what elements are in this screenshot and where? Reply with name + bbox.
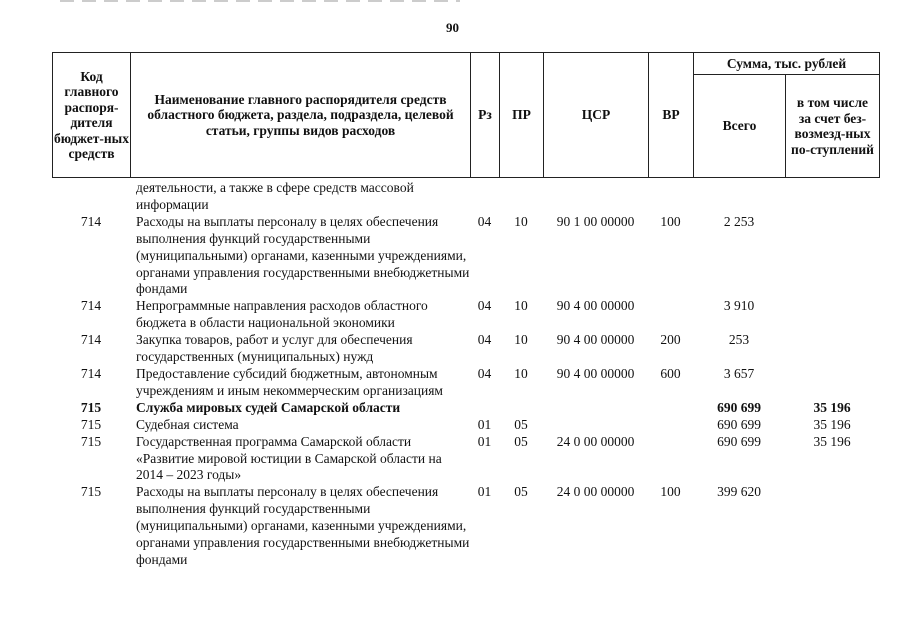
row-code: 714 xyxy=(80,298,102,314)
row-csr: 24 0 00 00000 xyxy=(556,484,635,500)
row-code: 714 xyxy=(80,213,102,229)
row-code: 715 xyxy=(80,484,102,500)
row-total: 3 910 xyxy=(723,298,755,314)
row-vr: 600 xyxy=(660,365,681,381)
row-total: 690 699 xyxy=(717,433,761,449)
row-rz: 01 xyxy=(477,484,492,500)
row-csr: 90 1 00 00000 xyxy=(556,213,635,229)
header-rz: Рз xyxy=(471,53,500,178)
row-rz: 01 xyxy=(477,416,492,432)
header-code: Код главного распоря-дителя бюджет-ных средств xyxy=(53,53,131,178)
row-name: Служба мировых судей Самарской области xyxy=(136,399,401,415)
row-vr: 100 xyxy=(660,484,681,500)
row-pr: 05 xyxy=(514,433,528,449)
row-rz: 01 xyxy=(477,433,492,449)
table-row xyxy=(52,417,884,434)
row-name: Непрограммные направления расходов областного бюджета в области национальной экономики xyxy=(136,298,428,331)
table-header xyxy=(52,52,880,178)
row-pr: 10 xyxy=(514,365,528,381)
page-number: 90 xyxy=(446,20,459,35)
row-name: Закупка товаров, работ и услуг для обеспечения государственных (муниципальных) нужд xyxy=(136,332,413,365)
table-row xyxy=(52,400,884,417)
row-csr: 90 4 00 00000 xyxy=(556,365,635,381)
row-total: 2 253 xyxy=(723,213,755,229)
row-csr: 24 0 00 00000 xyxy=(556,433,635,449)
table-body xyxy=(52,180,884,569)
row-pr: 10 xyxy=(514,298,528,314)
header-name: Наименование главного распорядителя средств областного бюджета, раздела, подраздела, целевой статьи, группы видов расходов xyxy=(131,53,471,178)
row-free: 35 196 xyxy=(813,416,851,432)
row-pr: 10 xyxy=(514,332,528,348)
row-rz: 04 xyxy=(477,365,492,381)
table-row xyxy=(52,298,884,332)
row-code: 715 xyxy=(80,399,102,415)
row-total: 690 699 xyxy=(717,416,761,432)
row-free: 35 196 xyxy=(813,399,851,415)
table-row xyxy=(52,366,884,400)
header-sum: Сумма, тыс. рублей xyxy=(694,53,880,75)
row-csr: 90 4 00 00000 xyxy=(556,332,635,348)
row-code: 715 xyxy=(80,433,102,449)
table-row xyxy=(52,332,884,366)
row-name: Расходы на выплаты персоналу в целях обеспечения выполнения функций государственными (муниципальными) органами, казенными учреждениями, органами управления государственными внебюджетными фондами xyxy=(136,213,470,297)
row-total: 253 xyxy=(728,332,750,348)
row-rz: 04 xyxy=(477,213,492,229)
row-code: 714 xyxy=(80,365,102,381)
row-rz: 04 xyxy=(477,298,492,314)
scan-artifact xyxy=(60,0,460,2)
table-row xyxy=(52,214,884,299)
row-total: 399 620 xyxy=(717,484,761,500)
table-row xyxy=(52,434,884,485)
header-pr: ПР xyxy=(500,53,544,178)
header-csr: ЦСР xyxy=(544,53,649,178)
row-total: 3 657 xyxy=(723,365,755,381)
row-code: 714 xyxy=(80,332,102,348)
header-total: Всего xyxy=(694,75,786,178)
row-free: 35 196 xyxy=(813,433,851,449)
row-vr: 200 xyxy=(660,332,681,348)
row-pr: 05 xyxy=(514,484,528,500)
row-code: 715 xyxy=(80,416,102,432)
header-free: в том числе за счет без-возмезд-ных по-ступлений xyxy=(786,75,880,178)
row-name: деятельности, а также в сфере средств массовой информации xyxy=(136,180,414,212)
row-name: Расходы на выплаты персоналу в целях обеспечения выполнения функций государственными (муниципальными) органами, казенными учреждениями, органами управления государственными внебюджетными фондами xyxy=(136,484,470,567)
row-name: Предоставление субсидий бюджетным, автономным учреждениям и иным некоммерческим организациям xyxy=(136,365,443,398)
table-row xyxy=(52,180,884,214)
row-total: 690 699 xyxy=(717,399,761,415)
row-name: Судебная система xyxy=(136,416,239,432)
row-csr: 90 4 00 00000 xyxy=(556,298,635,314)
row-rz: 04 xyxy=(477,332,492,348)
row-pr: 10 xyxy=(514,213,528,229)
table-row xyxy=(52,484,884,569)
row-vr: 100 xyxy=(660,213,681,229)
row-pr: 05 xyxy=(514,416,528,432)
row-name: Государственная программа Самарской области «Развитие мировой юстиции в Самарской области на 2014 – 2023 годы» xyxy=(136,433,442,483)
header-vr: ВР xyxy=(649,53,694,178)
